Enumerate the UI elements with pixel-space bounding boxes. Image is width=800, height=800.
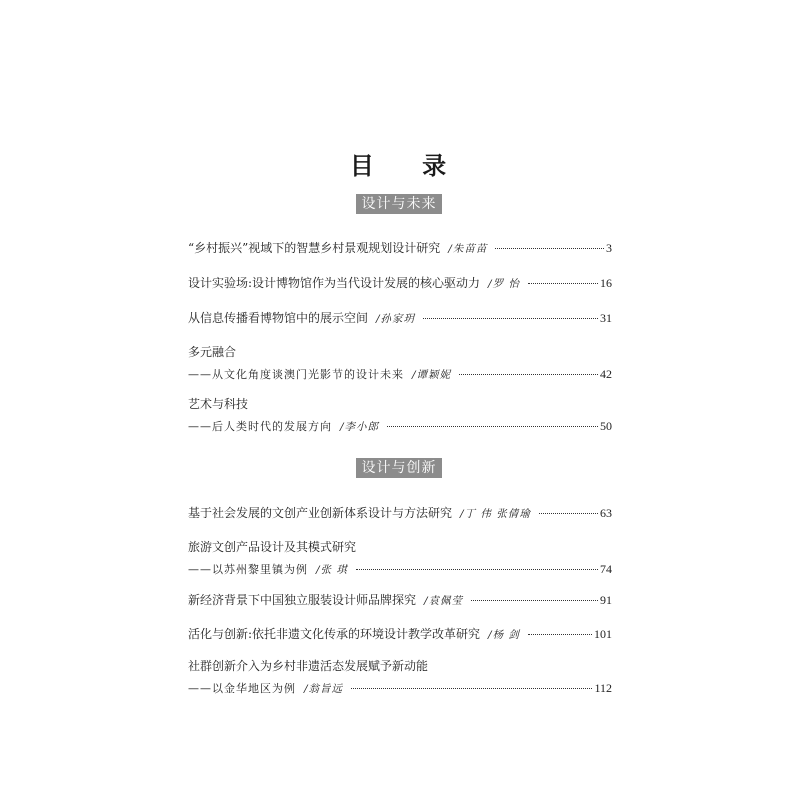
entry-author: /谭颖妮 <box>412 369 452 381</box>
entry-title: 社群创新介入为乡村非遗活态发展赋予新动能 <box>188 659 429 673</box>
toc-entry[interactable] <box>188 310 612 326</box>
entry-subtitle: ——后人类时代的发展方向 <box>188 420 332 433</box>
page-title: 目 录 <box>349 151 467 180</box>
entry-page-number: 42 <box>600 367 612 381</box>
entry-title: 设计实验场:设计博物馆作为当代设计发展的核心驱动力 <box>188 276 481 290</box>
entry-page-number: 112 <box>594 681 612 695</box>
leader-dots <box>351 688 592 689</box>
entry-page-number: 63 <box>600 506 612 520</box>
entry-title: 旅游文创产品设计及其模式研究 <box>188 540 357 554</box>
entry-title: 新经济背景下中国独立服装设计师品牌探究 <box>188 593 417 607</box>
entry-page-number: 50 <box>600 419 612 433</box>
section-badge-design-and-innovation: 设计与创新 <box>356 458 442 478</box>
entry-author: /李小郎 <box>340 421 380 433</box>
entry-author: /罗 怡 <box>488 278 520 290</box>
leader-dots <box>471 600 598 601</box>
entry-page-number: 101 <box>594 627 612 641</box>
toc-entry[interactable] <box>188 626 612 642</box>
leader-dots <box>459 374 598 375</box>
toc-entry[interactable] <box>188 240 612 256</box>
leader-dots <box>539 513 598 514</box>
entry-title: 多元融合 <box>188 345 237 359</box>
entry-subtitle: ——以金华地区为例 <box>188 682 296 695</box>
entry-author: /杨 剑 <box>488 629 520 641</box>
entry-author: /张 琪 <box>316 564 348 576</box>
entry-subtitle: ——从文化角度谈澳门光影节的设计未来 <box>188 368 404 381</box>
entry-page-number: 91 <box>600 593 612 607</box>
toc-entry[interactable] <box>188 275 612 291</box>
entry-page-number: 31 <box>600 311 612 325</box>
toc-entry[interactable] <box>188 658 612 696</box>
leader-dots <box>528 283 598 284</box>
toc-entry[interactable] <box>188 344 612 382</box>
entry-author: /翁旨远 <box>304 683 344 695</box>
entry-author: /丁 伟 张倩瑜 <box>460 508 531 520</box>
toc-entry[interactable] <box>188 505 612 521</box>
leader-dots <box>495 248 604 249</box>
entry-author: /朱苗苗 <box>448 243 488 255</box>
leader-dots <box>387 426 598 427</box>
leader-dots <box>528 634 592 635</box>
leader-dots <box>423 318 598 319</box>
leader-dots <box>356 569 598 570</box>
entry-title: “乡村振兴”视域下的智慧乡村景观规划设计研究 <box>188 241 441 255</box>
entry-subtitle: ——以苏州黎里镇为例 <box>188 563 308 576</box>
entry-page-number: 74 <box>600 562 612 576</box>
entry-author: /孙家玥 <box>376 313 416 325</box>
entry-title: 艺术与科技 <box>188 397 249 411</box>
entry-page-number: 16 <box>600 276 612 290</box>
entry-title: 活化与创新:依托非遗文化传承的环境设计教学改革研究 <box>188 627 481 641</box>
entry-title: 从信息传播看博物馆中的展示空间 <box>188 311 369 325</box>
entry-author: /袁佩莹 <box>424 595 464 607</box>
section-badge-design-and-future: 设计与未来 <box>356 194 442 214</box>
toc-entry[interactable] <box>188 539 612 577</box>
entry-page-number: 3 <box>606 241 612 255</box>
entry-title: 基于社会发展的文创产业创新体系设计与方法研究 <box>188 506 453 520</box>
toc-entry[interactable] <box>188 592 612 608</box>
toc-entry[interactable] <box>188 396 612 434</box>
